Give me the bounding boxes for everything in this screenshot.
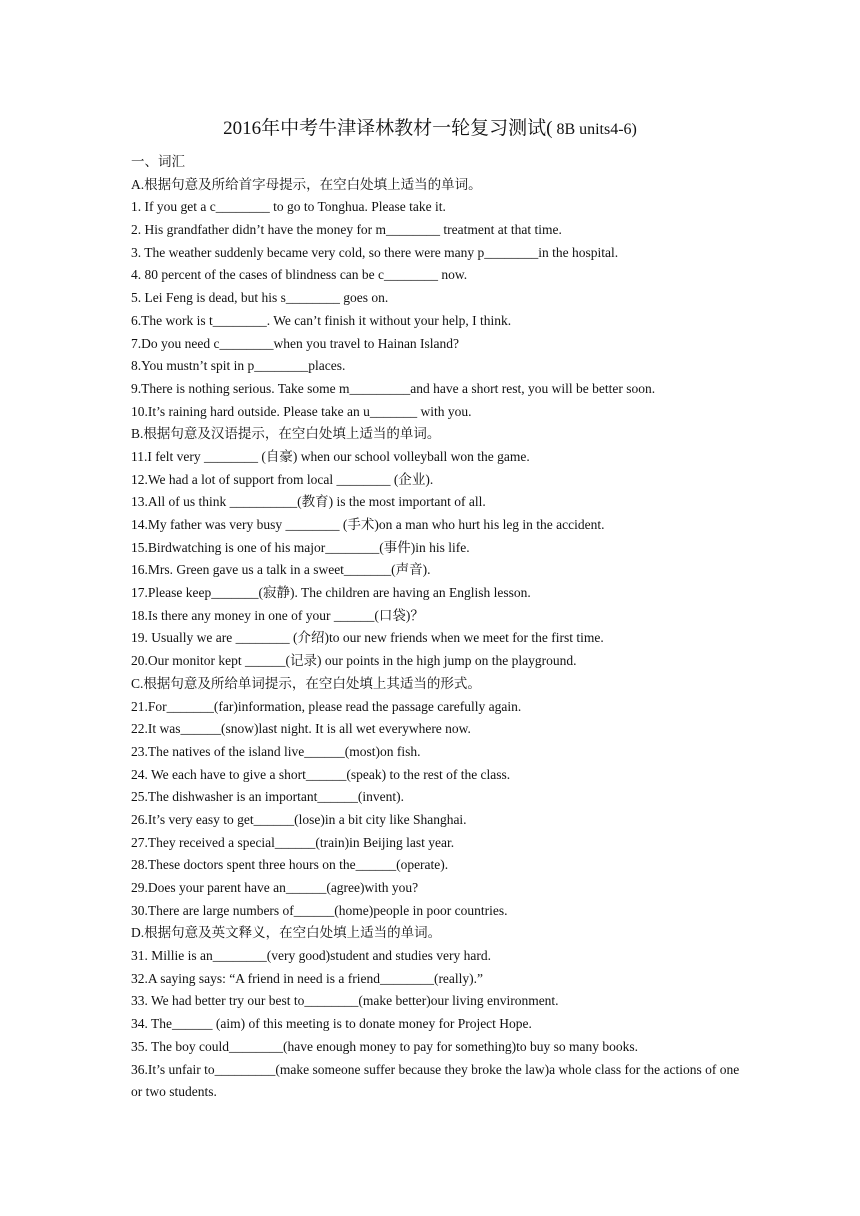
question-25: 25.The dishwasher is an important______(invent).	[131, 789, 404, 805]
question-19: 19. Usually we are ________ (介绍)to our new friends when we meet for the first time.	[131, 630, 604, 646]
question-33: 33. We had better try our best to________(make better)our living environment.	[131, 993, 559, 1009]
question-24: 24. We each have to give a short______(speak) to the rest of the class.	[131, 766, 511, 782]
question-9: 9.There is nothing serious. Take some m_________and have a short rest, you will be better soon.	[131, 380, 656, 396]
page-title	[0, 116, 860, 143]
question-8: 8.You mustn’t spit in p________places.	[131, 358, 346, 374]
section-heading: 一、词汇	[131, 154, 185, 169]
question-5: 5. Lei Feng is dead, but his s________ goes on.	[131, 290, 389, 306]
question-30: 30.There are large numbers of______(home)people in poor countries.	[131, 902, 508, 918]
question-18: 18.Is there any money in one of your ______(口袋)？	[131, 607, 424, 623]
title-sub: 8B units4-6)	[552, 121, 637, 138]
question-2: 2. His grandfather didn’t have the money for m________ treatment at that time.	[131, 222, 562, 238]
question-14: 14.My father was very busy ________ (手术)on a man who hurt his leg in the accident.	[131, 517, 605, 532]
question-27: 27.They received a special______(train)in Beijing last year.	[131, 834, 455, 850]
question-21: 21.For_______(far)information, please read the passage carefully again.	[131, 698, 522, 714]
part-a-instruction: A.根据句意及所给首字母提示，在空白处填上适当的单词。	[131, 176, 482, 192]
question-17: 17.Please keep_______(寂静). The children are having an English lesson.	[131, 585, 531, 601]
question-34: 34. The______ (aim) of this meeting is to donate money for Project Hope.	[131, 1016, 532, 1032]
question-12: 12.We had a lot of support from local ________ (企业).	[131, 471, 434, 487]
question-6: 6.The work is t________. We can’t finish it without your help, I think.	[131, 312, 512, 328]
question-20: 20.Our monitor kept ______(记录) our points in the high jump on the playground.	[131, 653, 577, 669]
question-16: 16.Mrs. Green gave us a talk in a sweet_______(声音).	[131, 562, 431, 578]
question-13: 13.All of us think __________(教育) is the most important of all.	[131, 494, 486, 510]
question-26: 26.It’s very easy to get______(lose)in a bit city like Shanghai.	[131, 811, 467, 827]
question-22: 22.It was______(snow)last night. It is all wet everywhere now.	[131, 721, 471, 737]
part-d-instruction: D.根据句意及英文释义，在空白处填上适当的单词。	[131, 925, 442, 941]
exercise-content	[131, 151, 741, 1104]
question-28: 28.These doctors spent three hours on the______(operate).	[131, 857, 449, 873]
question-10: 10.It’s raining hard outside. Please take an u_______ with you.	[131, 403, 472, 419]
question-3: 3. The weather suddenly became very cold, so there were many p________in the hospital.	[131, 244, 619, 260]
part-b-instruction: B.根据句意及汉语提示，在空白处填上适当的单词。	[131, 426, 441, 442]
question-15: 15.Birdwatching is one of his major________(事件)in his life.	[131, 539, 470, 555]
question-11: 11.I felt very ________ (自豪) when our school volleyball won the game.	[131, 448, 530, 464]
question-31: 31. Millie is an________(very good)student and studies very hard.	[131, 948, 491, 964]
question-7: 7.Do you need c________when you travel to Hainan Island?	[131, 335, 460, 351]
question-29: 29.Does your parent have an______(agree)with you?	[131, 880, 419, 895]
question-4: 4. 80 percent of the cases of blindness can be c________ now.	[131, 267, 468, 283]
title-main: 2016年中考牛津译林教材一轮复习测试(	[223, 118, 553, 139]
question-32: 32.A saying says: “A friend in need is a friend________(really).”	[131, 970, 484, 986]
part-c-instruction: C.根据句意及所给单词提示，在空白处填上其适当的形式。	[131, 675, 481, 691]
question-36: 36.It’s unfair to_________(make someone suffer because they broke the law)a whole class for the actions of one or two students.	[131, 1061, 740, 1100]
question-1: 1. If you get a c________ to go to Tonghua. Please take it.	[131, 199, 446, 215]
question-35: 35. The boy could________(have enough money to pay for something)to buy so many books.	[131, 1038, 639, 1054]
question-23: 23.The natives of the island live______(most)on fish.	[131, 743, 421, 759]
